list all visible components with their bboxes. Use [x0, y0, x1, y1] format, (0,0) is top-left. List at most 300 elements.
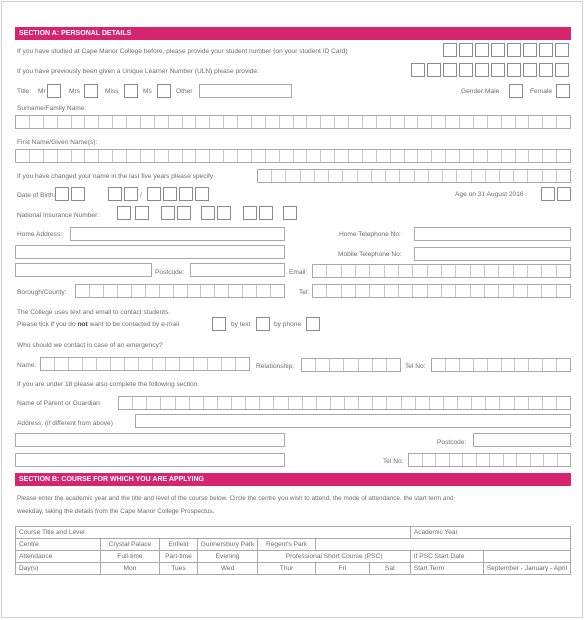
input-cell — [174, 285, 188, 297]
input-cell — [543, 397, 557, 409]
dob-y1[interactable] — [147, 187, 161, 201]
input-cell — [342, 285, 356, 297]
input-cell — [502, 359, 516, 371]
input-cell — [210, 116, 224, 128]
under18-label: If you are under 18 please also complete the following section. — [17, 381, 200, 388]
centre-enfield[interactable]: Enfield — [160, 539, 198, 551]
parent-address-field-3[interactable] — [15, 453, 285, 467]
parent-postcode-label: Postcode: — [437, 439, 467, 446]
contact-info-text: The College uses text and email to contact students. — [17, 309, 171, 316]
input-cell — [416, 397, 430, 409]
input-cell — [413, 265, 427, 277]
input-cell — [329, 170, 343, 182]
input-cell — [104, 285, 118, 297]
input-cell — [222, 358, 236, 370]
parent-address-field-1[interactable] — [135, 414, 571, 428]
gender-label: Gender: — [461, 88, 485, 95]
contact-tick-text — [17, 320, 179, 329]
input-cell — [456, 285, 470, 297]
input-cell — [405, 116, 419, 128]
changed-name-label: If you have changed your name in the last five years please specify — [17, 173, 214, 180]
input-cell — [238, 150, 252, 162]
mobile-tel-label: Mobile Telephone No: — [338, 251, 402, 258]
dob-slash: / — [140, 192, 142, 199]
input-cell — [30, 150, 44, 162]
input-cell — [418, 116, 432, 128]
course-table — [15, 526, 571, 575]
input-cell — [428, 265, 442, 277]
ni-label: National Insurance Number: — [17, 212, 100, 219]
input-cell — [90, 285, 104, 297]
home-address-field-1[interactable] — [70, 227, 285, 241]
input-cell — [363, 116, 377, 128]
emergency-name-label: Name: — [17, 362, 37, 369]
input-cell — [460, 150, 474, 162]
student-number-box-2[interactable] — [459, 43, 473, 57]
input-cell — [258, 170, 272, 182]
dob-m2[interactable] — [124, 187, 138, 201]
input-cell — [544, 454, 558, 466]
centre-regents-park[interactable]: Regent's Park — [258, 539, 316, 551]
input-cell — [486, 170, 500, 182]
input-cell — [307, 150, 321, 162]
section-b-header: SECTION B: COURSE FOR WHICH YOU ARE APPLYING — [15, 473, 571, 486]
day-fri[interactable]: Fri — [315, 563, 369, 575]
input-cell — [528, 285, 542, 297]
input-cell — [343, 170, 357, 182]
input-cell — [188, 285, 202, 297]
dob-y4[interactable] — [195, 187, 209, 201]
input-cell — [99, 116, 113, 128]
contact-email-checkbox[interactable] — [212, 317, 226, 331]
input-cell — [499, 265, 513, 277]
uln-box-8[interactable] — [523, 63, 537, 77]
input-cell — [543, 359, 557, 371]
uln-box-3[interactable] — [443, 63, 457, 77]
input-cell — [502, 116, 516, 128]
input-cell — [542, 265, 556, 277]
input-cell — [557, 170, 570, 182]
input-cell — [344, 359, 358, 371]
day-tues[interactable]: Tues — [160, 563, 198, 575]
section-b-intro-1: Please enter the academic year and the title and level of the course below. Circle the centre you wish to attend, the mode of attendance, the start term and — [17, 495, 454, 502]
input-cell — [385, 265, 399, 277]
input-cell — [502, 150, 516, 162]
student-number-box-6[interactable] — [523, 43, 537, 57]
input-cell — [316, 359, 330, 371]
contact-text-checkbox[interactable] — [256, 317, 270, 331]
centre-label: Centre — [16, 539, 101, 551]
gender-male-label: Male — [485, 88, 500, 95]
input-cell — [238, 116, 252, 128]
home-address-label: Home Address: — [17, 231, 63, 238]
first-name-field[interactable] — [15, 149, 571, 163]
input-cell — [529, 397, 543, 409]
contact-tick-a: Please tick if you do — [17, 321, 76, 328]
day-thur[interactable]: Thur — [258, 563, 316, 575]
input-cell — [30, 116, 44, 128]
dob-d1[interactable] — [55, 187, 69, 201]
uln-box-4[interactable] — [459, 63, 473, 77]
input-cell — [557, 116, 570, 128]
input-cell — [385, 285, 399, 297]
input-cell — [477, 454, 491, 466]
start-term-value[interactable]: September - January - April — [483, 563, 570, 575]
input-cell — [432, 150, 446, 162]
input-cell — [236, 358, 249, 370]
input-cell — [146, 285, 160, 297]
input-cell — [331, 397, 345, 409]
input-cell — [463, 454, 477, 466]
input-cell — [266, 150, 280, 162]
home-address-field-3[interactable] — [15, 263, 152, 277]
input-cell — [500, 170, 514, 182]
surname-field[interactable] — [15, 115, 571, 129]
input-cell — [356, 265, 370, 277]
input-cell — [418, 150, 432, 162]
ni-box-6[interactable] — [217, 206, 231, 220]
input-cell — [486, 397, 500, 409]
emergency-tel-field[interactable] — [431, 358, 571, 372]
input-cell — [327, 285, 341, 297]
attendance-row — [16, 551, 571, 563]
dob-m1[interactable] — [108, 187, 122, 201]
attendance-part-time[interactable]: Part-time — [160, 551, 198, 563]
input-cell — [474, 150, 488, 162]
input-cell — [327, 265, 341, 277]
input-cell — [442, 265, 456, 277]
input-cell — [529, 359, 543, 371]
input-cell — [243, 285, 257, 297]
tel-field[interactable] — [312, 284, 571, 298]
input-cell — [557, 150, 570, 162]
uln-box-9[interactable] — [539, 63, 553, 77]
input-cell — [180, 358, 194, 370]
attendance-psc-start[interactable]: If PSC Start Date — [410, 551, 483, 563]
input-cell — [499, 285, 513, 297]
input-cell — [127, 116, 141, 128]
input-cell — [517, 454, 531, 466]
student-number-box-7[interactable] — [539, 43, 553, 57]
input-cell — [485, 285, 499, 297]
input-cell — [69, 358, 83, 370]
ni-box-2[interactable] — [135, 206, 149, 220]
input-cell — [515, 397, 529, 409]
parent-tel-label: Tel No: — [383, 458, 404, 465]
input-cell — [274, 397, 288, 409]
input-cell — [529, 150, 543, 162]
title-ms-checkbox[interactable] — [157, 84, 171, 98]
input-cell — [58, 150, 72, 162]
input-cell — [166, 358, 180, 370]
input-cell — [558, 454, 571, 466]
input-cell — [387, 397, 401, 409]
input-cell — [169, 116, 183, 128]
input-cell — [514, 265, 528, 277]
input-cell — [204, 397, 218, 409]
input-cell — [399, 265, 413, 277]
dob-y2[interactable] — [163, 187, 177, 201]
ni-box-3[interactable] — [161, 206, 175, 220]
input-cell — [485, 265, 499, 277]
relationship-label: Relationship: — [256, 363, 295, 370]
input-cell — [413, 285, 427, 297]
input-cell — [472, 397, 486, 409]
course-title-row — [16, 527, 571, 539]
input-cell — [450, 454, 464, 466]
input-cell — [99, 150, 113, 162]
input-cell — [335, 116, 349, 128]
title-miss-label: Miss — [105, 88, 119, 95]
input-cell — [41, 358, 55, 370]
address-diff-label: Address: (if different from above) — [17, 420, 113, 427]
uln-box-5[interactable] — [475, 63, 489, 77]
postcode-field[interactable] — [190, 263, 285, 277]
input-cell — [356, 285, 370, 297]
student-number-box-5[interactable] — [507, 43, 521, 57]
centre-crystal-palace[interactable]: Crystal Palace — [100, 539, 159, 551]
input-cell — [72, 150, 86, 162]
input-cell — [528, 265, 542, 277]
course-title-cell[interactable]: Course Title and Level — [16, 527, 411, 539]
relationship-field[interactable] — [301, 358, 401, 372]
student-number-box-4[interactable] — [491, 43, 505, 57]
input-cell — [133, 397, 147, 409]
input-cell — [141, 116, 155, 128]
ni-box-5[interactable] — [201, 206, 215, 220]
attendance-psc[interactable]: Professional Short Course (PSC) — [258, 551, 410, 563]
uln-box-10[interactable] — [555, 63, 569, 77]
input-cell — [315, 170, 329, 182]
input-cell — [405, 150, 419, 162]
input-cell — [125, 358, 139, 370]
ni-box-1[interactable] — [117, 206, 131, 220]
input-cell — [201, 285, 215, 297]
input-cell — [543, 150, 557, 162]
changed-name-field[interactable] — [257, 169, 571, 183]
day-mon[interactable]: Mon — [100, 563, 159, 575]
input-cell — [372, 170, 386, 182]
input-cell — [153, 358, 167, 370]
ni-box-4[interactable] — [177, 206, 191, 220]
input-cell — [260, 397, 274, 409]
gender-male-checkbox[interactable] — [509, 84, 523, 98]
input-cell — [307, 116, 321, 128]
input-cell — [44, 116, 58, 128]
input-cell — [119, 397, 133, 409]
input-cell — [490, 454, 504, 466]
title-miss-checkbox[interactable] — [124, 84, 138, 98]
input-cell — [155, 150, 169, 162]
postcode-label: Postcode: — [155, 269, 185, 276]
section-b-intro-2: weekday, taking the details from the Cape Manor College Prospectus. — [17, 508, 215, 515]
attendance-label: Attendance — [16, 551, 101, 563]
gender-female-label: Female — [530, 88, 552, 95]
input-cell — [430, 397, 444, 409]
input-cell — [349, 150, 363, 162]
input-cell — [321, 116, 335, 128]
input-cell — [444, 397, 458, 409]
parent-postcode-field[interactable] — [473, 433, 571, 447]
input-cell — [457, 170, 471, 182]
input-cell — [432, 116, 446, 128]
email-label: Email: — [289, 269, 308, 276]
day-sat[interactable]: Sat — [369, 563, 410, 575]
day-wed[interactable]: Wed — [197, 563, 258, 575]
input-cell — [16, 116, 30, 128]
uln-box-1[interactable] — [411, 63, 425, 77]
input-cell — [443, 170, 457, 182]
input-cell — [272, 170, 286, 182]
input-cell — [543, 170, 557, 182]
input-cell — [377, 116, 391, 128]
input-cell — [161, 397, 175, 409]
input-cell — [429, 170, 443, 182]
contact-tick-b: want to be contacted by e-mail — [89, 321, 180, 328]
input-cell — [516, 116, 530, 128]
age-label: Age on 31 August 2016 — [455, 191, 524, 198]
title-mr-label: Mr — [38, 88, 46, 95]
ni-box-7[interactable] — [243, 206, 257, 220]
student-number-box-1[interactable] — [443, 43, 457, 57]
input-cell — [266, 116, 280, 128]
input-cell — [557, 359, 570, 371]
input-cell — [391, 150, 405, 162]
input-cell — [111, 358, 125, 370]
uln-box-7[interactable] — [507, 63, 521, 77]
mobile-tel-field[interactable] — [414, 247, 571, 261]
input-cell — [342, 265, 356, 277]
days-row — [16, 563, 571, 575]
input-cell — [313, 265, 327, 277]
input-cell — [301, 170, 315, 182]
input-cell — [409, 454, 423, 466]
input-cell — [155, 116, 169, 128]
home-tel-field[interactable] — [414, 227, 571, 241]
input-cell — [345, 397, 359, 409]
input-cell — [370, 285, 384, 297]
gender-female-checkbox[interactable] — [556, 84, 570, 98]
input-cell — [373, 397, 387, 409]
parent-name-label: Name of Parent or Guardian: — [17, 400, 102, 407]
title-mrs-label: Mrs — [69, 88, 80, 95]
input-cell — [358, 170, 372, 182]
age-box-1[interactable] — [541, 187, 555, 201]
input-cell — [141, 150, 155, 162]
student-number-box-3[interactable] — [475, 43, 489, 57]
tel-label: Tel: — [299, 289, 310, 296]
first-name-label: First Name/Given Name(s): — [17, 139, 98, 146]
input-cell — [488, 116, 502, 128]
input-cell — [286, 170, 300, 182]
ni-box-8[interactable] — [259, 206, 273, 220]
input-cell — [516, 150, 530, 162]
parent-name-field[interactable] — [118, 396, 571, 410]
input-cell — [85, 116, 99, 128]
emergency-name-field[interactable] — [40, 357, 250, 371]
input-cell — [488, 150, 502, 162]
input-cell — [97, 358, 111, 370]
home-address-field-2[interactable] — [15, 245, 285, 259]
input-cell — [83, 358, 97, 370]
email-field[interactable] — [312, 264, 571, 278]
input-cell — [294, 116, 308, 128]
title-mr-checkbox[interactable] — [47, 84, 61, 98]
parent-address-field-2[interactable] — [15, 433, 285, 447]
input-cell — [423, 454, 437, 466]
input-cell — [196, 116, 210, 128]
input-cell — [472, 170, 486, 182]
dob-y3[interactable] — [179, 187, 193, 201]
contact-phone-checkbox[interactable] — [306, 317, 320, 331]
input-cell — [370, 265, 384, 277]
input-cell — [139, 358, 153, 370]
home-tel-label: Home Telephone No: — [339, 231, 401, 238]
input-cell — [471, 265, 485, 277]
input-cell — [446, 116, 460, 128]
input-cell — [76, 285, 90, 297]
input-cell — [446, 359, 460, 371]
input-cell — [232, 397, 246, 409]
input-cell — [500, 397, 514, 409]
input-cell — [160, 285, 174, 297]
input-cell — [58, 116, 72, 128]
input-cell — [335, 150, 349, 162]
surname-label: Surname/Family Name: — [17, 105, 87, 112]
input-cell — [44, 150, 58, 162]
dob-d2[interactable] — [71, 187, 85, 201]
input-cell — [377, 150, 391, 162]
input-cell — [415, 170, 429, 182]
input-cell — [373, 359, 387, 371]
input-cell — [169, 150, 183, 162]
title-other-field[interactable] — [199, 84, 292, 98]
input-cell — [229, 285, 243, 297]
input-cell — [118, 285, 132, 297]
academic-year-cell[interactable]: Academic Year — [410, 527, 570, 539]
input-cell — [456, 265, 470, 277]
input-cell — [313, 285, 327, 297]
centre-gunnersbury-park[interactable]: Gunnersbury Park — [197, 539, 258, 551]
contact-not-text: not — [77, 321, 88, 328]
input-cell — [183, 116, 197, 128]
uln-box-6[interactable] — [491, 63, 505, 77]
ni-box-9[interactable] — [283, 206, 297, 220]
title-other-label: Other — [176, 88, 193, 95]
borough-field[interactable] — [75, 284, 285, 298]
attendance-evening[interactable]: Evening — [197, 551, 258, 563]
input-cell — [210, 150, 224, 162]
input-cell — [252, 150, 266, 162]
parent-tel-field[interactable] — [408, 453, 571, 467]
dob-label: Date of Birth: — [17, 192, 56, 199]
title-ms-label: Ms — [143, 88, 152, 95]
input-cell — [432, 359, 446, 371]
age-box-2[interactable] — [557, 187, 571, 201]
input-cell — [289, 397, 303, 409]
student-number-box-8[interactable] — [555, 43, 569, 57]
psc-start-date-field[interactable] — [483, 551, 570, 563]
title-mrs-checkbox[interactable] — [84, 84, 98, 98]
input-cell — [442, 285, 456, 297]
input-cell — [359, 397, 373, 409]
input-cell — [190, 397, 204, 409]
input-cell — [529, 116, 543, 128]
input-cell — [224, 116, 238, 128]
attendance-full-time[interactable]: Full-time — [100, 551, 159, 563]
uln-box-2[interactable] — [427, 63, 441, 77]
input-cell — [132, 285, 146, 297]
